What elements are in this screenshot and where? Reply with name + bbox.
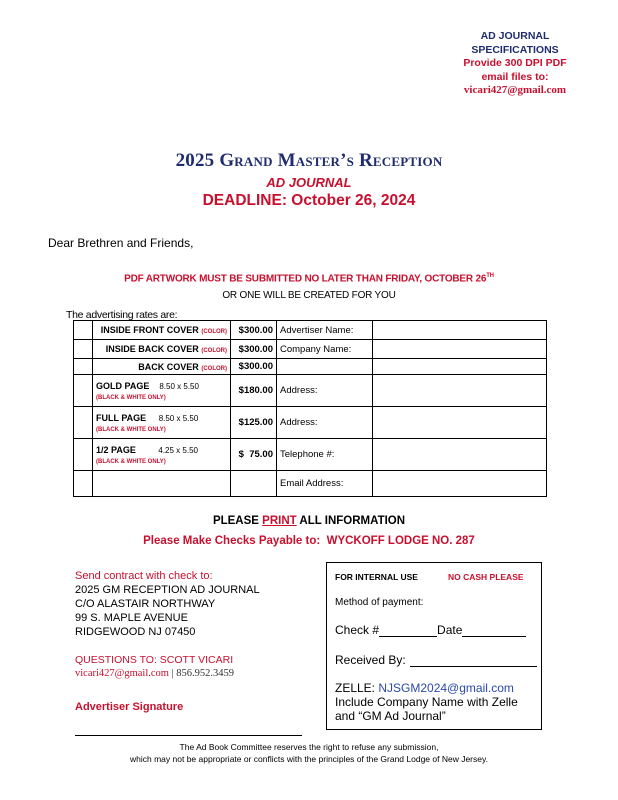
table-row — [74, 321, 547, 340]
item-label: INSIDE FRONT COVER — [100, 325, 199, 335]
pdf-notice-text: PDF ARTWORK MUST BE SUBMITTED NO LATER THAN FRIDAY, OCTOBER 26 — [124, 273, 487, 285]
greeting: Dear Brethren and Friends, — [48, 236, 194, 250]
zelle-line-2: Include Company Name with Zelle — [335, 695, 518, 709]
table-row — [74, 471, 547, 497]
address-input[interactable] — [373, 375, 547, 407]
signature-line[interactable] — [75, 735, 302, 736]
rate-item — [93, 407, 231, 439]
contract-line: 99 S. MAPLE AVENUE — [75, 612, 188, 624]
footer-line: The Ad Book Committee reserves the right to refuse any submission, — [179, 742, 439, 752]
zelle-line — [335, 681, 518, 695]
print-notice-highlight: PRINT — [262, 515, 297, 527]
check-label: Check # — [335, 623, 380, 637]
rate-item — [93, 340, 231, 359]
item-note: (BLACK & WHITE ONLY) — [96, 394, 166, 401]
received-by-row — [335, 652, 537, 667]
internal-use-box — [326, 562, 542, 730]
checkbox[interactable] — [74, 375, 93, 407]
item-dimensions: 8.50 x 5.50 — [158, 413, 199, 423]
zelle-line-3: and “GM Ad Journal” — [335, 709, 446, 723]
no-cash-label: NO CASH PLEASE — [447, 572, 524, 582]
contract-heading: Send contract with check to: — [75, 570, 213, 582]
rate-price: $300.00 — [231, 321, 277, 340]
footer-disclaimer — [0, 741, 618, 765]
check-number-field[interactable] — [379, 622, 437, 637]
empty-cell — [231, 471, 277, 497]
rates-table — [73, 320, 547, 497]
item-dimensions: 4.25 x 5.50 — [158, 445, 198, 455]
email-input[interactable] — [373, 471, 547, 497]
rate-price: $300.00 — [231, 359, 277, 375]
item-note: (BLACK & WHITE ONLY) — [96, 426, 166, 433]
contract-line: C/O ALASTAIR NORTHWAY — [75, 598, 216, 610]
zelle-info — [335, 681, 518, 723]
date-label: Date — [437, 623, 463, 637]
questions-sep: | — [168, 668, 177, 679]
questions-contact-line — [75, 667, 234, 681]
item-label: GOLD PAGE — [96, 380, 150, 391]
item-note: (COLOR) — [201, 365, 227, 372]
table-row — [74, 375, 547, 407]
item-dimensions: 8.50 x 5.50 — [159, 381, 199, 391]
item-note: (COLOR) — [201, 348, 227, 354]
rate-item — [93, 375, 231, 407]
questions-contact — [75, 653, 234, 681]
field-label: Company Name: — [277, 340, 373, 359]
rate-item — [93, 439, 231, 471]
signature-label: Advertiser Signature — [75, 701, 184, 713]
internal-header-label: FOR INTERNAL USE — [335, 572, 418, 582]
received-by-field[interactable] — [410, 652, 537, 667]
specifications-box — [430, 30, 600, 98]
field-label: Address: — [277, 407, 373, 439]
field-label: Telephone #: — [277, 439, 373, 471]
rate-price: $180.00 — [231, 375, 277, 407]
item-note: (BLACK & WHITE ONLY) — [96, 458, 166, 465]
field-label: Email Address: — [277, 471, 373, 497]
advertiser-name-input[interactable] — [373, 321, 547, 340]
date-field[interactable] — [462, 622, 526, 637]
method-of-payment: Method of payment: — [335, 597, 424, 608]
spec-email[interactable]: vicari427@gmail.com — [463, 84, 567, 96]
spec-line-2: SPECIFICATIONS — [471, 43, 559, 56]
checkbox[interactable] — [74, 471, 93, 497]
rate-price: $300.00 — [231, 340, 277, 359]
questions-email[interactable]: vicari427@gmail.com — [75, 668, 169, 679]
checkbox[interactable] — [74, 340, 93, 359]
item-label: FULL PAGE — [96, 412, 147, 423]
contract-line: RIDGEWOOD NJ 07450 — [75, 626, 196, 638]
item-label: 1/2 PAGE — [96, 444, 136, 455]
check-number-row — [335, 622, 526, 637]
print-notice-pre: PLEASE — [212, 515, 263, 527]
table-row — [74, 439, 547, 471]
page-title: 2025 Grand Master’s Reception — [175, 150, 443, 171]
spec-line-1: AD JOURNAL — [480, 30, 550, 42]
table-row — [74, 340, 547, 359]
blank-input[interactable] — [373, 359, 547, 375]
field-label: Address: — [277, 375, 373, 407]
page-subtitle: AD JOURNAL — [266, 175, 352, 190]
print-notice-post: ALL INFORMATION — [296, 515, 406, 527]
rate-item — [93, 321, 231, 340]
item-label: INSIDE BACK COVER — [105, 344, 199, 354]
field-label: Advertiser Name: — [277, 321, 373, 340]
checkbox[interactable] — [74, 439, 93, 471]
zelle-id[interactable]: NJSGM2024@gmail.com — [378, 681, 514, 695]
item-label: BACK COVER — [138, 361, 199, 372]
print-notice — [0, 515, 618, 527]
received-label: Received By: — [335, 653, 406, 667]
rate-item — [93, 359, 231, 375]
address-input-2[interactable] — [373, 407, 547, 439]
item-note: (COLOR) — [201, 329, 227, 335]
pdf-notice-2: OR ONE WILL BE CREATED FOR YOU — [222, 290, 396, 301]
contract-line: 2025 GM RECEPTION AD JOURNAL — [75, 584, 260, 596]
company-name-input[interactable] — [373, 340, 547, 359]
rate-price: $125.00 — [231, 407, 277, 439]
internal-header — [335, 572, 524, 582]
contract-address — [75, 569, 260, 639]
questions-phone: 856.952.3459 — [176, 668, 235, 679]
pdf-notice — [0, 273, 618, 284]
checks-payable: Please Make Checks Payable to: WYCKOFF LODGE NO. 287 — [143, 535, 475, 547]
checkbox[interactable] — [74, 321, 93, 340]
zelle-label: ZELLE: — [335, 681, 379, 695]
checkbox[interactable] — [74, 407, 93, 439]
table-row — [74, 407, 547, 439]
empty-cell — [93, 471, 231, 497]
footer-line: which may not be appropriate or conflicts with the principles of the Grand Lodge of New Jersey. — [130, 754, 488, 764]
rates-label: The advertising rates are: — [66, 309, 178, 321]
field-label — [277, 359, 373, 375]
telephone-input[interactable] — [373, 439, 547, 471]
checkbox[interactable] — [74, 359, 93, 375]
pdf-notice-sup: TH — [486, 273, 494, 279]
questions-label: QUESTIONS TO: SCOTT VICARI — [75, 654, 234, 666]
table-row — [74, 359, 547, 375]
deadline: DEADLINE: October 26, 2024 — [202, 192, 416, 209]
rate-price: $ 75.00 — [231, 439, 277, 471]
spec-line-4: email files to: — [481, 70, 549, 83]
spec-line-3: Provide 300 DPI PDF — [463, 57, 567, 69]
